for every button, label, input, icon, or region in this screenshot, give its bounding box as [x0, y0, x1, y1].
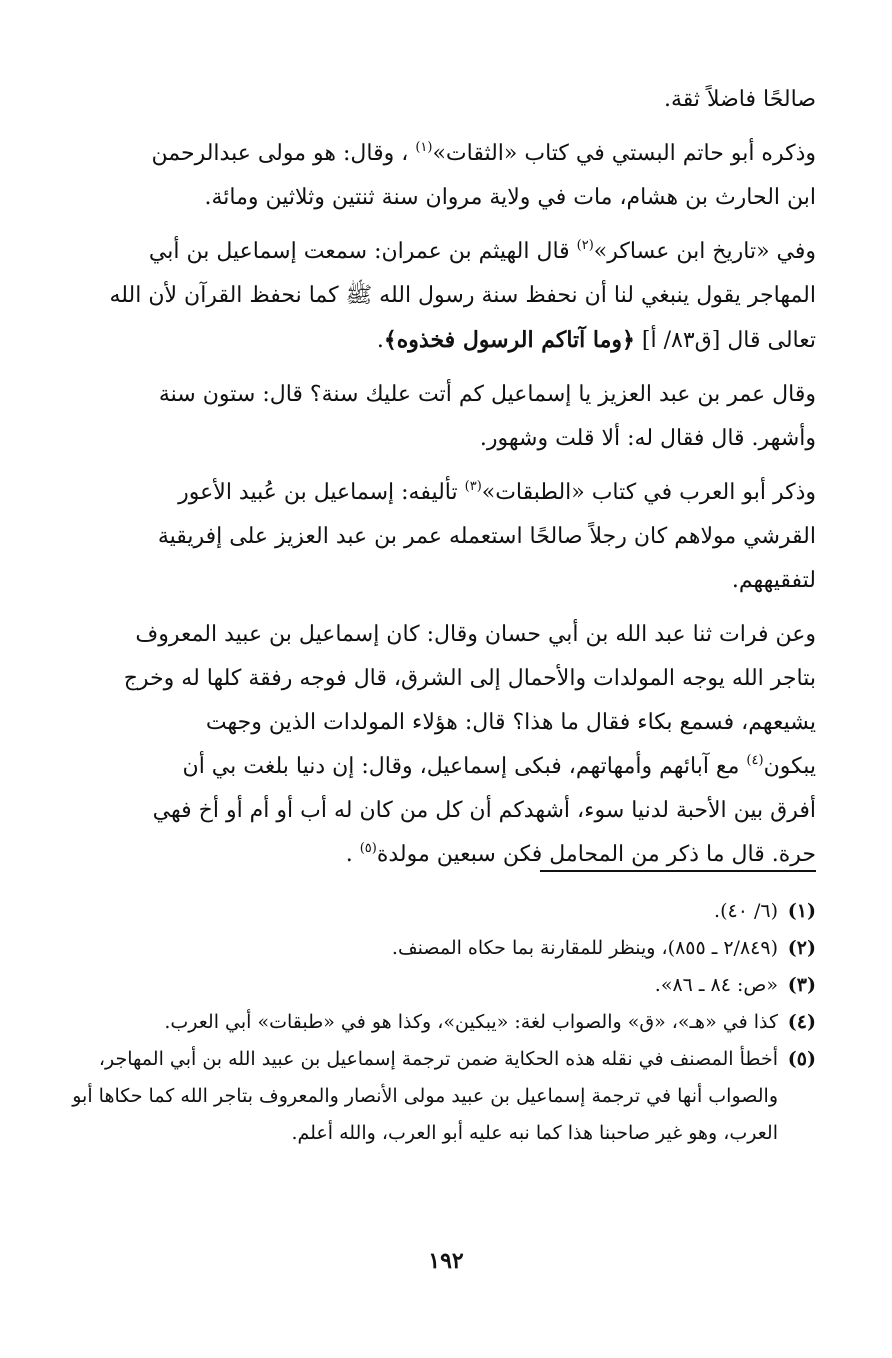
footnote-5: [66, 1041, 816, 1152]
text-line: أفرق بين الأحبة لدنيا سوء، أشهدكم أن كل من كان له أب أو أم أو أخ فهي: [152, 798, 816, 823]
text-segment: مع آبائهم وأمهاتهم، فبكى إسماعيل، وقال: إن دنيا بلغت بي أن: [182, 754, 747, 779]
text-line: لتفقيههم.: [731, 568, 816, 593]
footnote-3: [66, 967, 816, 1004]
quran-quote: ﴿وما آتاكم الرسول فخذوه﴾: [383, 327, 635, 353]
footnote-1: [66, 893, 816, 930]
footnote-ref-5: (٥): [359, 841, 377, 856]
footnote-text: (٦/ ٤٠).: [714, 900, 778, 922]
footnote-ref-1: (١): [415, 140, 433, 155]
text-line: [66, 471, 816, 515]
text-line: القرشي مولاهم كان رجلاً صالحًا استعمله عمر بن عبد العزيز على إفريقية: [157, 524, 816, 549]
text-segment: وذكر أبو العرب في كتاب «الطبقات»: [481, 480, 816, 505]
footnote-text: أخطأ المصنف في نقله هذه الحكاية ضمن ترجمة إسماعيل بن عبيد الله بن أبي المهاجر، والصواب أنها في ترجمة إسماعيل بن عبيد مولى الأنصار والمعروف بتاجر الله كما حكاها أبو العرب، وهو غير صاحبنا هذا كما نبه عليه أبو العرب، والله أعلم.: [72, 1048, 778, 1144]
footnote-text: «ص: ٨٤ ـ ٨٦».: [654, 974, 778, 996]
text-segment: .: [345, 842, 360, 867]
paragraph-5: [66, 471, 816, 603]
footnote-number: (٣): [787, 974, 816, 996]
text-segment: وفي «تاريخ ابن عساكر»: [593, 239, 816, 264]
footnote-ref-4: (٤): [746, 753, 764, 768]
footnotes-section: [66, 893, 816, 1152]
text-segment: حرة. قال ما ذكر من المحامل فكن سبعين مولدة: [376, 842, 816, 867]
text-line: وأشهر. قال فقال له: ألا قلت وشهور.: [479, 426, 816, 451]
text-line: ابن الحارث بن هشام، مات في ولاية مروان سنة ثنتين وثلاثين ومائة.: [204, 185, 816, 210]
footnote-number: (١): [787, 900, 816, 922]
text-segment: وذكره أبو حاتم البستي في كتاب «الثقات»: [432, 141, 816, 166]
footnote-divider: [540, 870, 816, 872]
text-line: بتاجر الله يوجه المولدات والأحمال إلى الشرق، قال فوجه رفقة كلها له وخرج: [123, 666, 816, 691]
footnote-number: (٢): [787, 937, 816, 959]
footnote-ref-3: (٣): [464, 479, 482, 494]
paragraph-1: [66, 78, 816, 122]
text-line: يشيعهم، فسمع بكاء فقال ما هذا؟ قال: هؤلاء المولدات الذين وجهت: [205, 710, 816, 735]
paragraph-3: [66, 230, 816, 363]
footnote-text: كذا في «هـ»، «ق» والصواب لغة: «يبكين»، وكذا هو في «طبقات» أبي العرب.: [164, 1011, 778, 1033]
paragraph-4: [66, 373, 816, 461]
main-text: [66, 78, 816, 887]
text-line: [66, 230, 816, 274]
text-line: صالحًا فاضلاً ثقة.: [663, 87, 816, 112]
text-segment: قال الهيثم بن عمران: سمعت إسماعيل بن أبي: [148, 239, 577, 264]
footnote-text: (٢/٨٤٩ ـ ٨٥٥)، وينظر للمقارنة بما حكاه المصنف.: [391, 937, 778, 959]
footnote-number: (٤): [787, 1011, 816, 1033]
text-segment: تأليفه: إسماعيل بن عُبيد الأعور: [178, 480, 465, 505]
footnote-2: [66, 930, 816, 967]
text-segment: ، وقال: هو مولى عبدالرحمن: [151, 141, 416, 166]
text-line: [66, 132, 816, 176]
text-line: [66, 745, 816, 789]
text-line: المهاجر يقول ينبغي لنا أن نحفظ سنة رسول الله ﷺ كما نحفظ القرآن لأن الله: [109, 283, 816, 308]
page-number: ١٩٢: [428, 1248, 464, 1274]
text-segment: .: [376, 328, 384, 353]
text-line: [66, 318, 816, 363]
footnote-4: [66, 1004, 816, 1041]
text-segment: يبكون: [763, 754, 816, 779]
paragraph-2: [66, 132, 816, 220]
footnote-number: (٥): [787, 1048, 816, 1070]
text-line: وقال عمر بن عبد العزيز يا إسماعيل كم أتت عليك سنة؟ قال: ستون سنة: [158, 382, 816, 407]
text-segment: تعالى قال [ق٨٣/ أ]: [634, 328, 816, 353]
text-line: وعن فرات ثنا عبد الله بن أبي حسان وقال: كان إسماعيل بن عبيد المعروف: [135, 622, 816, 647]
paragraph-6: [66, 613, 816, 877]
footnote-ref-2: (٢): [576, 238, 594, 253]
